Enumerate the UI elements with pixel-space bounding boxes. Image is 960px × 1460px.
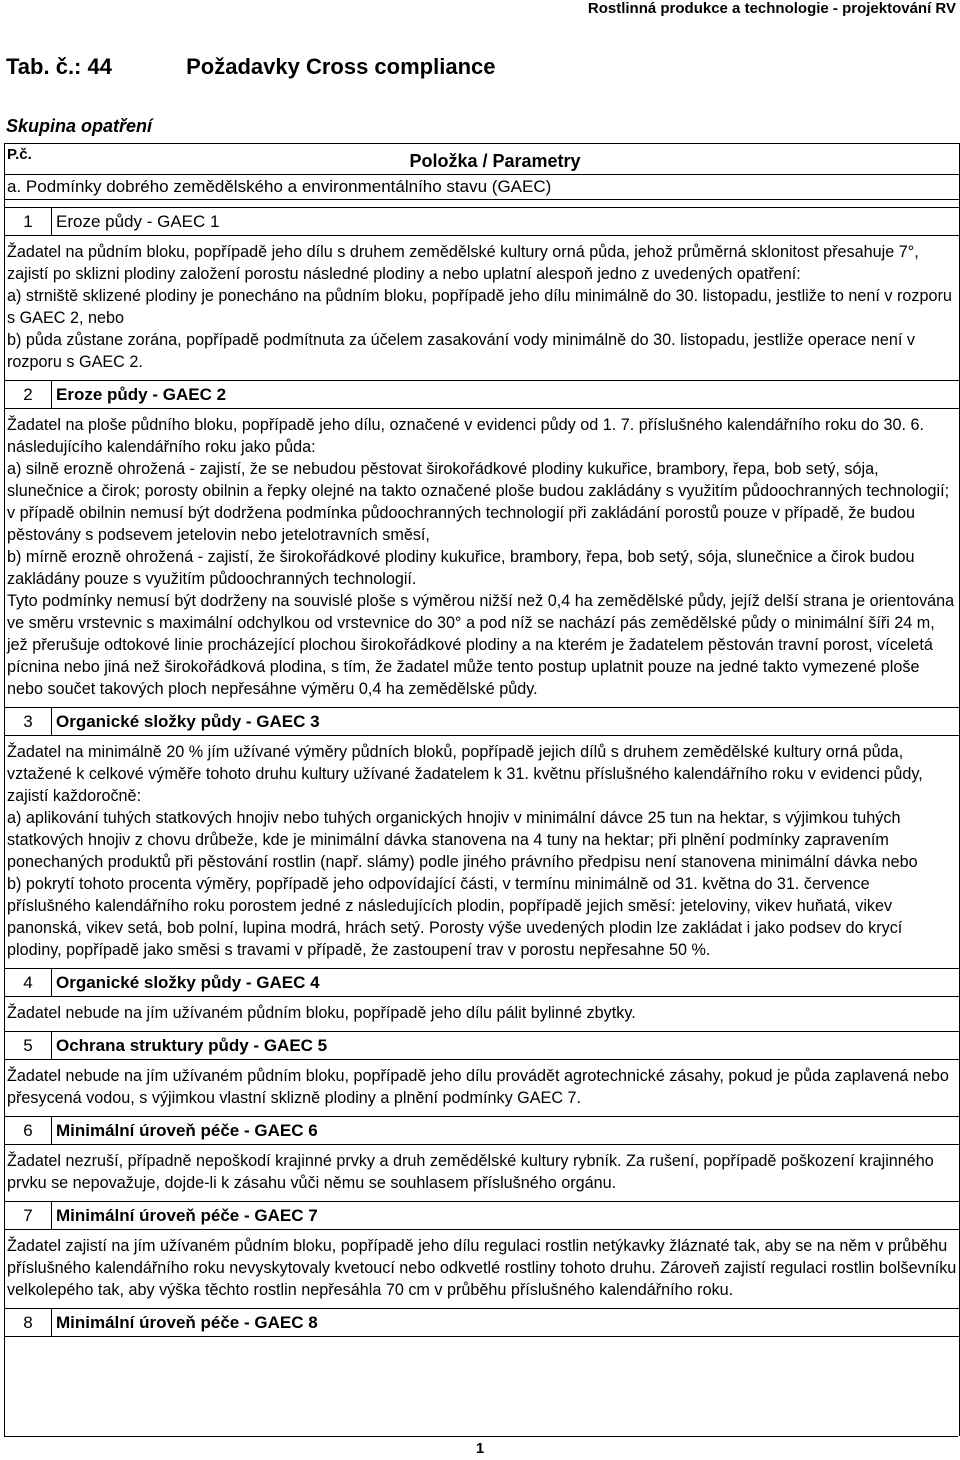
item-paragraph: Žadatel nezruší, případně nepoškodí krajinné prvky a druh zemědělské kultury rybník. Za rušení, popřípadě poškození krajinného prvku se nepovažuje, dojde-li k zásahu vůči němu se souhlasem příslušného orgánu. [7,1152,934,1192]
item-name: Eroze půdy - GAEC 1 [51,208,959,235]
item-name: Minimální úroveň péče - GAEC 8 [51,1309,959,1336]
requirements-table [4,143,960,1436]
items-list [5,207,959,1337]
item-number: 1 [23,211,33,231]
item-name: Eroze půdy - GAEC 2 [51,381,959,408]
item-paragraph: a) aplikování tuhých statkových hnojiv nebo tuhých organických hnojiv v minimální dávce 25 tun na hektar, s výjimkou tuhých statkových hnojiv z chovu drůbeže, kde je minimální dávka stanovena na 4 tuny na hektar; při plnění podmínky zapravením ponechaných produktů při pěstování rostlin (např. slámy) podle jiného právního předpisu není stanovena minimální dávka nebo [7,809,918,871]
item-row [5,207,959,236]
page-number: 1 [475,1440,485,1457]
item-description [5,1145,959,1194]
item-row [5,968,959,997]
item-description [5,736,959,961]
item-paragraph: Žadatel nebude na jím užívaném půdním bloku, popřípadě jeho dílu provádět agrotechnické zásahy, pokud je půda zaplavená nebo přesycená vodou, s výjimkou vlastní sklizně plodiny a plnění podmínky GAEC 7. [7,1067,949,1107]
item-paragraph: Žadatel na půdním bloku, popřípadě jeho dílu s druhem zemědělské kultury orná půda, jehož průměrná sklonitost přesahuje 7°, zajistí po sklizni plodiny založení porostu následné plodiny a nebo uplatní alespoň jedno z uvedených opatření: [7,243,919,283]
item-paragraph: b) mírně erozně ohrožená - zajistí, že širokořádkové plodiny kukuřice, brambory, řepa, bob setý, sója, slunečnice a čirok budou zakládány pouze s využitím půdoochranných technologií. [7,548,915,588]
item-paragraph: Tyto podmínky nemusí být dodrženy na souvislé ploše s výměrou nižší než 0,4 ha zemědělské půdy, jejíž delší strana je orientována ve směru vrstevnic s maximální odchylkou od vrstevnice do 30° a pod níž se nachází pás zemědělské půdy o minimální šíři 24 m, jež přerušuje odtokové linie procházející plochou širokořádkové plodiny a na kterém je žadatelem pěstován travní porost, víceletá pícnina nebo jiná než širokořádková plodina, s tím, že žadatel může tento postup uplatnit pouze na jedné takto vymezené ploše nebo součet takových ploch nepřesáhne výměru 0,4 ha zemědělské půdy. [7,592,955,698]
table-title [6,54,495,80]
item-number: 7 [23,1205,33,1225]
item-name: Organické složky půdy - GAEC 4 [51,969,959,996]
item-description [5,1230,959,1301]
item-paragraph: Žadatel na ploše půdního bloku, popřípadě jeho dílu, označené v evidenci půdy od 1. 7. příslušného kalendářního roku do 30. 6. následujícího kalendářního roku jako půda: [7,416,925,456]
item-row [5,1201,959,1230]
group-label: Skupina opatření [6,116,153,136]
item-number: 2 [23,384,33,404]
table-caption: Požadavky Cross compliance [186,54,496,79]
column-header-item: Položka / Parametry [409,151,581,171]
item-paragraph: a) strniště sklizené plodiny je ponecháno na půdním bloku, popřípadě jeho dílu minimálně do 30. listopadu, jestliže to není v rozporu s GAEC 2, nebo [7,287,952,327]
item-name: Organické složky půdy - GAEC 3 [51,708,959,735]
item-row [5,380,959,409]
item-number: 8 [23,1312,33,1332]
item-name: Ochrana struktury půdy - GAEC 5 [51,1032,959,1059]
item-paragraph: Žadatel nebude na jím užívaném půdním bloku, popřípadě jeho dílu pálit bylinné zbytky. [7,1004,636,1022]
item-name: Minimální úroveň péče - GAEC 6 [51,1117,959,1144]
item-description [5,997,959,1024]
item-paragraph: b) pokrytí tohoto procenta výměry, popřípadě jeho odpovídající části, v termínu minimálně od 31. května do 31. července příslušného kalendářního roku porostem jedné z následujících plodin, popřípadě jejich směsí: jeteloviny, vikev huňatá, vikev panonská, vikev setá, bob polní, lupina modrá, hrách setý. Porosty výše uvedených plodin lze zakládat i jako podsev do krycí plodiny, popřípadě jako směsi s travami v případě, že zastoupení trav v porostu nepřesahne 50 %. [7,875,903,959]
item-name: Minimální úroveň péče - GAEC 7 [51,1202,959,1229]
item-description [5,409,959,700]
item-description [5,236,959,373]
item-row [5,1308,959,1337]
section-heading: a. Podmínky dobrého zemědělského a environmentálního stavu (GAEC) [5,175,959,200]
item-paragraph: b) půda zůstane zorána, popřípadě podmítnuta za účelem zasakování vody minimálně do 30. listopadu, jestliže operace není v rozporu s GAEC 2. [7,331,915,371]
column-header-pc: P.č. [7,146,32,163]
item-number: 4 [23,972,33,992]
item-number: 3 [23,711,33,731]
footer-divider [4,1436,958,1437]
table-number: Tab. č.: 44 [6,54,112,79]
running-header: Rostlinná produkce a technologie - projektování RV [587,0,956,17]
item-description [5,1060,959,1109]
item-row [5,1031,959,1060]
item-row [5,1116,959,1145]
item-paragraph: Žadatel zajistí na jím užívaném půdním bloku, popřípadě jeho dílu regulaci rostlin netýkavky žláznaté tak, aby se na něm v průběhu příslušného kalendářního roku nevyskytovaly kvetoucí nebo odkvetlé rostliny tohoto druhu. Zároveň zajistí regulaci rostlin bolševníku velkolepého tak, aby výška těchto rostlin nepřesáhla 70 cm v průběhu příslušného kalendářního roku. [7,1237,957,1299]
item-row [5,707,959,736]
item-paragraph: Žadatel na minimálně 20 % jím užívané výměry půdních bloků, popřípadě jejich dílů s druhem zemědělské kultury orná půda, vztažené k celkové výměře tohoto druhu kultury užívané žadatelem k 31. květnu příslušného kalendářního roku v evidenci půdy, zajistí každoročně: [7,743,923,805]
item-number: 6 [23,1120,33,1140]
column-header-row [5,143,959,175]
item-number: 5 [23,1035,33,1055]
item-paragraph: a) silně erozně ohrožená - zajistí, že se nebudou pěstovat širokořádkové plodiny kukuřice, brambory, řepa, bob setý, sója, slunečnice a čirok; porosty obilnin a řepky olejné na takto označené ploše budou zakládány s využitím půdoochranných technologií; v případě obilnin nemusí být dodržena podmínka půdoochranných technologií při zakládání porostů pouze v případě, že budou pěstovány s podsevem jetelovin nebo jetelotravních směsí, [7,460,950,544]
